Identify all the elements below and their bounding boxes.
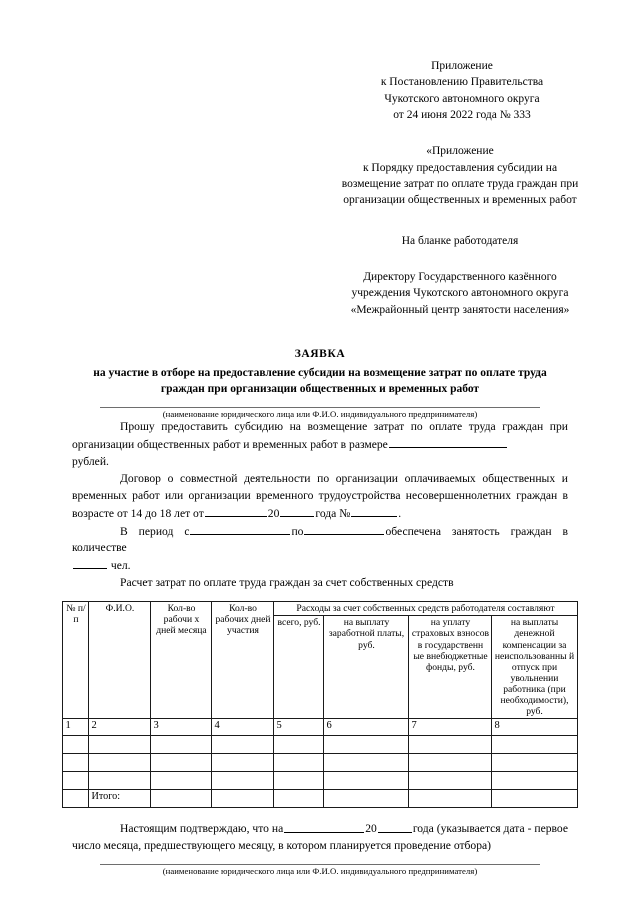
cell-num-5: 5 bbox=[274, 719, 324, 736]
confirmation-year-label: 20 bbox=[365, 822, 377, 836]
totals-cell[interactable] bbox=[274, 790, 324, 808]
header-order-line-1: «Приложение bbox=[426, 145, 494, 158]
period-mid-label: по bbox=[291, 524, 304, 538]
page-title: ЗАЯВКА bbox=[294, 347, 346, 360]
entity-name-rule-bottom bbox=[100, 864, 540, 865]
table-header-workdays-participation: Кол-во рабочих дней участия bbox=[212, 602, 274, 719]
contract-date-blank-field[interactable] bbox=[205, 505, 267, 517]
confirmation-text-end: года (указывается дата - первое число месяца, предшествующего месяцу, в котором планируется проведение отбора) bbox=[72, 822, 568, 853]
table-cell[interactable] bbox=[212, 754, 274, 772]
costs-calculation-table bbox=[62, 601, 577, 808]
header-attachment-block bbox=[312, 58, 612, 123]
cell-num-1: 1 bbox=[63, 719, 89, 736]
paragraph-calc-heading: Расчет затрат по оплате труда граждан за счет собственных средств bbox=[120, 576, 454, 590]
page-subtitle: на участие в отборе на предоставление субсидии на возмещение затрат по оплате труда граждан при организации общественных и временных работ bbox=[93, 366, 547, 396]
totals-cell[interactable] bbox=[212, 790, 274, 808]
table-cell[interactable] bbox=[409, 772, 492, 790]
table-row[interactable] bbox=[63, 772, 577, 790]
table-cell[interactable] bbox=[89, 772, 151, 790]
period-from-blank-field[interactable] bbox=[190, 523, 290, 535]
table-cell[interactable] bbox=[324, 736, 409, 754]
table-body bbox=[63, 719, 577, 808]
contract-year-label: 20 bbox=[267, 506, 280, 520]
entity-name-caption-top: (наименование юридического лица или Ф.И.О. индивидуального предпринимателя) bbox=[162, 408, 478, 419]
cell-num-3: 3 bbox=[151, 719, 212, 736]
contract-number-label: года № bbox=[315, 506, 351, 520]
cell-num-4: 4 bbox=[212, 719, 274, 736]
table-cell[interactable] bbox=[212, 736, 274, 754]
paragraph-period bbox=[72, 523, 568, 558]
table-header-number: № п/п bbox=[63, 602, 89, 719]
header-letterhead-line-1: На бланке работодателя bbox=[401, 234, 519, 247]
table-cell[interactable] bbox=[409, 754, 492, 772]
header-addressee-line-3: «Межрайонный центр занятости населения» bbox=[350, 303, 570, 316]
table-cell[interactable] bbox=[63, 772, 89, 790]
table-row[interactable] bbox=[63, 754, 577, 772]
table-row-numbering bbox=[63, 719, 577, 736]
paragraph-contract-text: Договор о совместной деятельности по организации оплачиваемых общественных и временных работ или организации временного трудоустройства несовершеннолетних граждан в возрасте от 14 до 18 лет от bbox=[72, 471, 568, 520]
table-cell[interactable] bbox=[89, 736, 151, 754]
cell-num-7: 7 bbox=[409, 719, 492, 736]
confirmation-text-start: Настоящим подтверждаю, что на bbox=[120, 822, 284, 836]
person-count-unit: чел. bbox=[110, 559, 131, 573]
table-cell[interactable] bbox=[492, 736, 577, 754]
table-cell[interactable] bbox=[151, 754, 212, 772]
table-header-row-1 bbox=[63, 602, 577, 616]
table-header-compensation-rub: на выплаты денежной компенсации за неиспользованны й отпуск при увольнении работника (при необходимости), руб. bbox=[492, 616, 577, 719]
totals-cell-number bbox=[63, 790, 89, 808]
header-order-line-2: к Порядку предоставления субсидии на bbox=[362, 161, 558, 174]
table-cell[interactable] bbox=[89, 754, 151, 772]
table-cell[interactable] bbox=[492, 772, 577, 790]
totals-cell[interactable] bbox=[324, 790, 409, 808]
header-order-line-3: возмещение затрат по оплате труда граждан при bbox=[341, 177, 579, 190]
header-addressee-line-2: учреждения Чукотского автономного округа bbox=[351, 287, 569, 300]
paragraph-request-tail: рублей. bbox=[72, 454, 109, 468]
cell-num-8: 8 bbox=[492, 719, 577, 736]
person-count-blank-field[interactable] bbox=[73, 557, 107, 569]
period-to-blank-field[interactable] bbox=[304, 523, 384, 535]
table-cell[interactable] bbox=[151, 772, 212, 790]
entity-name-rule-top bbox=[100, 407, 540, 408]
table-row-totals[interactable] bbox=[63, 790, 577, 808]
table-cell[interactable] bbox=[63, 736, 89, 754]
table-cell[interactable] bbox=[409, 736, 492, 754]
header-attachment-line-2: к Постановлению Правительства bbox=[380, 76, 544, 89]
table-header-salary-rub: на выплату заработной платы, руб. bbox=[324, 616, 409, 719]
paragraph-request bbox=[72, 419, 568, 454]
table-cell[interactable] bbox=[274, 736, 324, 754]
table-header-fullname: Ф.И.О. bbox=[89, 602, 151, 719]
table-cell[interactable] bbox=[324, 754, 409, 772]
header-attachment-line-4: от 24 июня 2022 года № 333 bbox=[393, 108, 531, 121]
table-cell[interactable] bbox=[151, 736, 212, 754]
table-cell[interactable] bbox=[274, 772, 324, 790]
header-attachment-line-3: Чукотского автономного округа bbox=[384, 92, 540, 105]
table-cell[interactable] bbox=[274, 754, 324, 772]
confirmation-date-blank-field[interactable] bbox=[284, 820, 364, 832]
paragraph-period-unit bbox=[72, 557, 568, 575]
confirmation-year-blank-field[interactable] bbox=[378, 820, 412, 832]
contract-number-blank-field[interactable] bbox=[351, 505, 397, 517]
table-cell[interactable] bbox=[212, 772, 274, 790]
header-order-block bbox=[300, 143, 620, 208]
paragraph-request-text: Прошу предоставить субсидию на возмещение затрат по оплате труда граждан при организации общественных работ и временных работ в размере bbox=[72, 419, 568, 451]
entity-name-caption-bottom: (наименование юридического лица или Ф.И.О. индивидуального предпринимателя) bbox=[162, 866, 478, 877]
footer-area bbox=[72, 820, 568, 876]
table-header-expenses-group: Расходы за счет собственных средств работодателя составляют bbox=[274, 602, 577, 616]
header-addressee-block bbox=[300, 269, 620, 318]
amount-blank-field[interactable] bbox=[389, 436, 507, 448]
header-letterhead-block bbox=[300, 233, 620, 249]
contract-period-end: . bbox=[398, 506, 402, 520]
body-text-area bbox=[72, 419, 568, 592]
totals-cell[interactable] bbox=[409, 790, 492, 808]
totals-cell[interactable] bbox=[151, 790, 212, 808]
paragraph-confirmation bbox=[72, 820, 568, 855]
table-header-total-rub: всего, руб. bbox=[274, 616, 324, 719]
table-header-workdays-month: Кол-во рабочи х дней месяца bbox=[151, 602, 212, 719]
table-header-insurance-rub: на уплату страховых взносов в государственн ые внебюджетные фонды, руб. bbox=[409, 616, 492, 719]
period-end-label: обеспечена занятость граждан в количестве bbox=[72, 524, 568, 555]
table-cell[interactable] bbox=[324, 772, 409, 790]
header-attachment-line-1: Приложение bbox=[431, 60, 493, 72]
cell-num-2: 2 bbox=[89, 719, 151, 736]
header-order-line-4: организации общественных и временных работ bbox=[343, 194, 577, 207]
table-cell[interactable] bbox=[492, 754, 577, 772]
paragraph-contract bbox=[72, 471, 568, 523]
document-title-block bbox=[0, 346, 640, 398]
totals-label: Итого: bbox=[89, 790, 151, 808]
table-head bbox=[63, 602, 577, 719]
cell-num-6: 6 bbox=[324, 719, 409, 736]
totals-cell[interactable] bbox=[492, 790, 577, 808]
header-addressee-line-1: Директору Государственного казённого bbox=[363, 270, 557, 283]
contract-year-blank-field[interactable] bbox=[280, 505, 314, 517]
table-row[interactable] bbox=[63, 736, 577, 754]
table-cell[interactable] bbox=[63, 754, 89, 772]
period-start-label: В период с bbox=[120, 524, 190, 538]
